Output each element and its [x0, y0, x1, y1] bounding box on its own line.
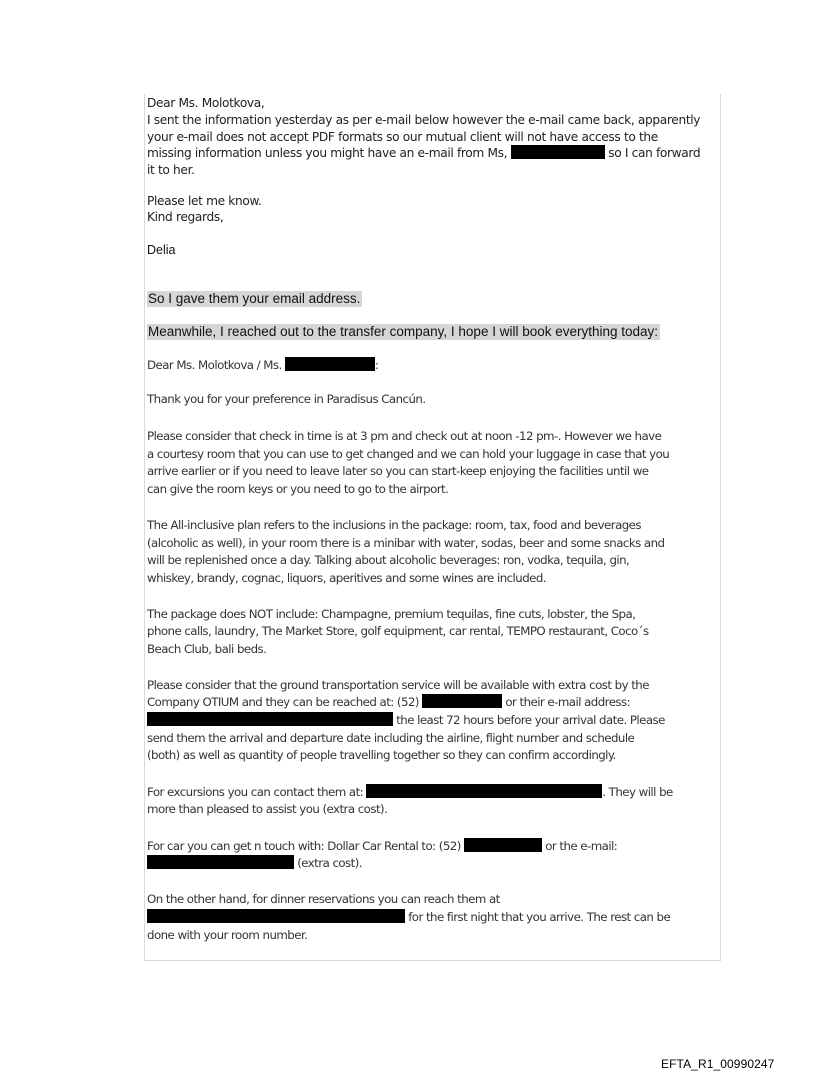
- email2-line: [147, 837, 617, 855]
- redaction-block: [147, 909, 405, 923]
- redaction-block: [422, 694, 502, 708]
- email2-text: For car you can get n touch with: Dollar Car Rental to: (52): [147, 839, 461, 853]
- email2-line: On the other hand, for dinner reservations you can reach them at: [147, 892, 500, 906]
- email2-thanks: Thank you for your preference in Paradisus Cancún.: [147, 392, 426, 406]
- email1-salutation: Dear Ms. Molotkova,: [147, 96, 265, 110]
- redaction-block: [285, 357, 375, 371]
- email2-text: For excursions you can contact them at:: [147, 785, 364, 799]
- email2-text: for the first night that you arrive. The rest can be: [408, 910, 671, 924]
- email2-text: the least 72 hours before your arrival date. Please: [396, 713, 665, 727]
- redaction-block: [366, 784, 602, 798]
- email2-line: arrive earlier or if you need to leave later so you can start-keep enjoying the facilities until we: [147, 464, 649, 478]
- email2-text: or their e-mail address:: [505, 695, 631, 709]
- email2-line: more than pleased to assist you (extra cost).: [147, 802, 388, 816]
- email2-text: (extra cost).: [297, 856, 362, 870]
- email2-line: Please consider that check in time is at 3 pm and check out at noon -12 pm-. However we have: [147, 429, 662, 443]
- email2-line: phone calls, laundry, The Market Store, golf equipment, car rental, TEMPO restaurant, Coco´s: [147, 624, 649, 638]
- email2-line: [147, 908, 670, 926]
- email1-line: your e-mail does not accept PDF formats so our mutual client will not have access to the: [147, 130, 658, 144]
- email2-text: Company OTIUM and they can be reached at: (52): [147, 695, 419, 709]
- redaction-block: [147, 855, 294, 869]
- email2-text: . They will be: [602, 785, 673, 799]
- highlighted-text: Meanwhile, I reached out to the transfer company, I hope I will book everything today:: [148, 324, 659, 339]
- email2-text: or the e-mail:: [545, 839, 618, 853]
- email2-line: send them the arrival and departure date including the airline, flight number and schedule: [147, 731, 635, 745]
- redaction-block: [147, 712, 393, 726]
- email1-text: missing information unless you might have an e-mail from Ms,: [147, 146, 508, 160]
- email2-text: :: [374, 358, 379, 372]
- email1-please-let-me-know: Please let me know.: [147, 194, 262, 208]
- email2-line: whiskey, brandy, cognac, liquors, aperitives and some wines are included.: [147, 571, 546, 585]
- document-id: EFTA_R1_00990247: [661, 1057, 775, 1071]
- email1-line: [147, 145, 700, 162]
- email2-line: Beach Club, bali beds.: [147, 642, 267, 656]
- email2-line: The package does NOT include: Champagne, premium tequilas, fine cuts, lobster, the Spa,: [147, 607, 636, 621]
- email2-line: done with your room number.: [147, 928, 308, 942]
- highlighted-text: So I gave them your email address.: [148, 291, 361, 306]
- email1-text: so I can forward: [608, 146, 701, 160]
- email2-line: will be replenished once a day. Talking about alcoholic beverages: ron, vodka, tequila, gin,: [147, 553, 630, 567]
- email1-line: I sent the information yesterday as per e-mail below however the e-mail came back, apparently: [147, 113, 701, 127]
- email2-line: [147, 783, 673, 801]
- note-gave-email: [147, 290, 362, 307]
- email1-signature: Delia: [147, 243, 176, 257]
- email1-kind-regards: Kind regards,: [147, 210, 224, 224]
- redaction-block: [511, 145, 605, 159]
- email2-line: [147, 854, 362, 872]
- email1-line: it to her.: [147, 163, 195, 177]
- email2-line: [147, 711, 665, 729]
- email2-line: can give the room keys or you need to go to the airport.: [147, 482, 449, 496]
- email2-salutation: [147, 356, 378, 374]
- email2-text: Dear Ms. Molotkova / Ms.: [147, 358, 282, 372]
- email2-line: (both) as well as quantity of people travelling together so they can confirm accordingly.: [147, 748, 616, 762]
- email2-line: a courtesy room that you can use to get changed and we can hold your luggage in case that you: [147, 447, 670, 461]
- note-reached-out: [147, 323, 660, 340]
- email2-line: [147, 693, 630, 711]
- email2-line: The All-inclusive plan refers to the inclusions in the package: room, tax, food and beverages: [147, 518, 641, 532]
- redaction-block: [464, 838, 542, 852]
- email2-line: Please consider that the ground transportation service will be available with extra cost by the: [147, 678, 649, 692]
- email2-line: (alcoholic as well), in your room there is a minibar with water, sodas, beer and some snacks and: [147, 536, 665, 550]
